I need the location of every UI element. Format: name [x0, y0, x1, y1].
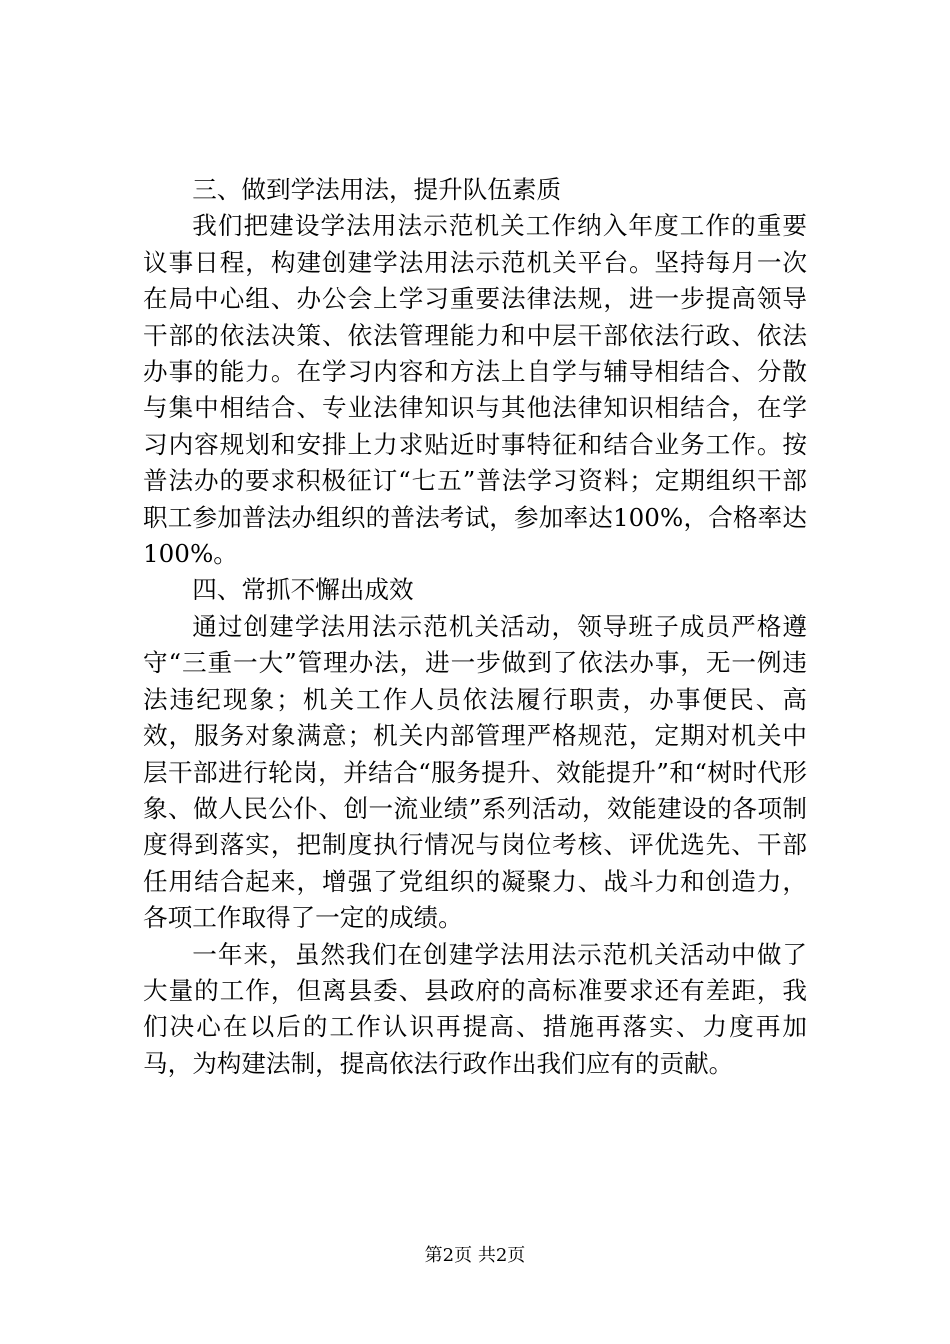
paragraph-results: 通过创建学法用法示范机关活动，领导班子成员严格遵守“三重一大”管理办法，进一步做到了依法办事，无一例违法违纪现象；机关工作人员依法履行职责，办事便民、高效，服务对象满意；机关内部管理严格规范，定期对机关中层干部进行轮岗，并结合“服务提升、效能提升”和“树时代形象、做人民公仆、创一流业绩”系列活动，效能建设的各项制度得到落实，把制度执行情况与岗位考核、评优选先、干部任用结合起来，增强了党组织的凝聚力、战斗力和创造力，各项工作取得了一定的成绩。 — [143, 611, 807, 933]
paragraph-conclusion: 一年来，虽然我们在创建学法用法示范机关活动中做了大量的工作，但离县委、县政府的高标准要求还有差距，我们决心在以后的工作认识再提高、措施再落实、力度再加马，为构建法制，提高依法行政作出我们应有的贡献。 — [143, 939, 807, 1078]
section-heading-4: 四、常抓不懈出成效 — [192, 575, 414, 605]
paragraph-study-law: 我们把建设学法用法示范机关工作纳入年度工作的重要议事日程，构建创建学法用法示范机关平台。坚持每月一次在局中心组、办公会上学习重要法律法规，进一步提高领导干部的依法决策、依法管理能力和中层干部依法行政、依法办事的能力。在学习内容和方法上自学与辅导相结合、分散与集中相结合、专业法律知识与其他法律知识相结合，在学习内容规划和安排上力求贴近时事特征和结合业务工作。按普法办的要求积极征订“七五”普法学习资料；定期组织干部职工参加普法办组织的普法考试，参加率达100%，合格率达100%。 — [143, 211, 807, 569]
page-number-footer: 第2页 共2页 — [424, 1245, 526, 1266]
section-heading-3: 三、做到学法用法，提升队伍素质 — [192, 175, 562, 204]
document-body — [143, 172, 807, 1082]
